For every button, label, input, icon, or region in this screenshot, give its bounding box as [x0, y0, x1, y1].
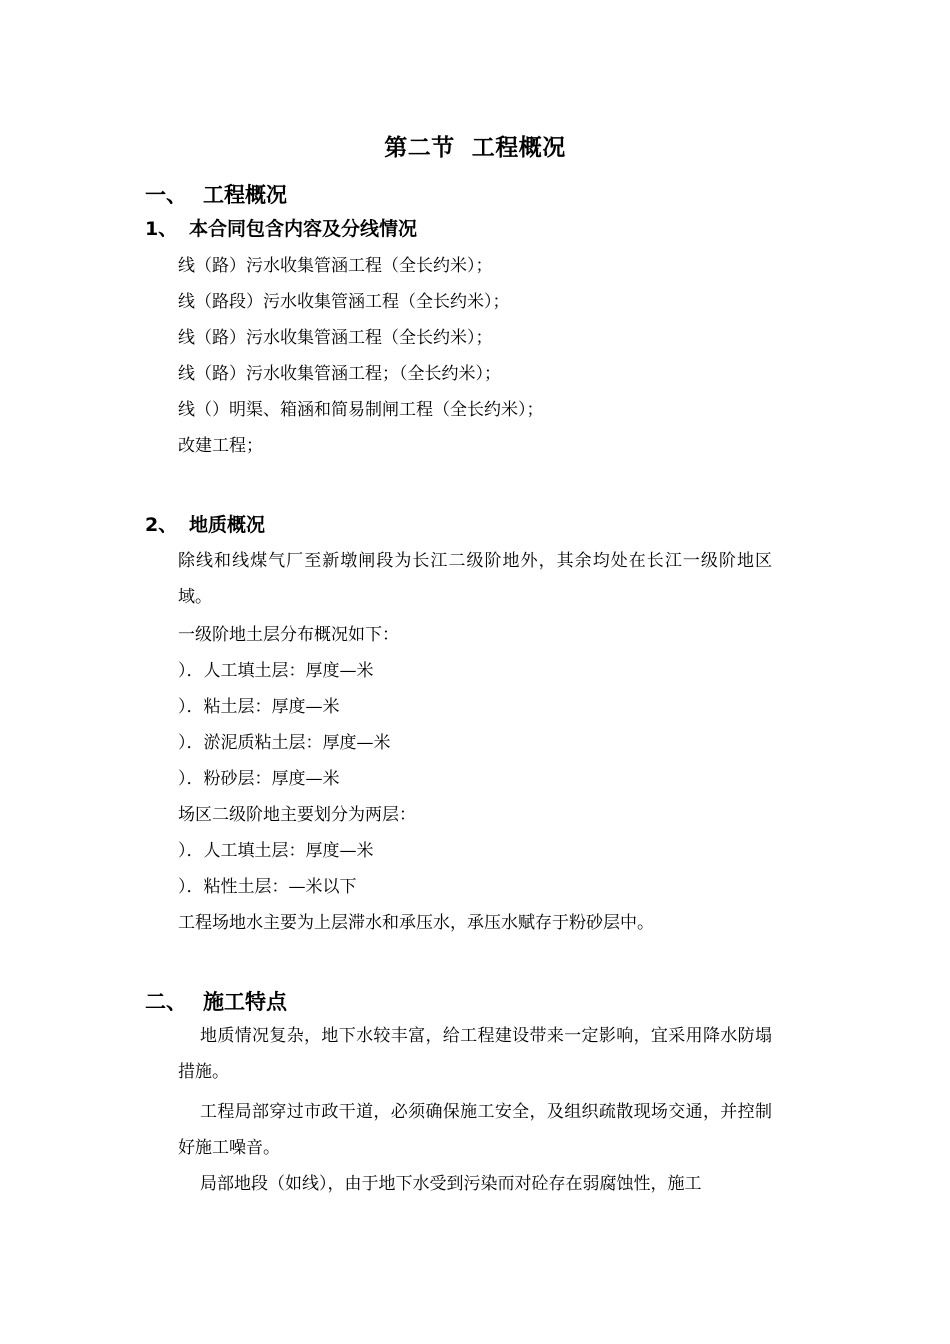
- subsection-heading-2: [145, 511, 265, 539]
- subsection-title: 本合同包含内容及分线情况: [189, 218, 418, 240]
- section-heading-1: [145, 180, 287, 210]
- list-line: 线（路）污水收集管涵工程（全长约米）；: [178, 256, 493, 276]
- section-number: 一、: [145, 183, 187, 207]
- list-line: ）．粘性土层：—米以下: [178, 877, 357, 897]
- list-line: 工程场地水主要为上层滞水和承压水，承压水赋存于粉砂层中。: [178, 913, 654, 933]
- list-line: 线（路段）污水收集管涵工程（全长约米）；: [178, 292, 510, 312]
- section-title: 施工特点: [203, 990, 287, 1014]
- paragraph: 工程局部穿过市政干道，必须确保施工安全，及组织疏散现场交通，并控制好施工噪音。: [178, 1102, 772, 1158]
- list-line: ）．淤泥质粘土层：厚度—米: [178, 733, 391, 753]
- paragraph: 地质情况复杂，地下水较丰富，给工程建设带来一定影响，宜采用降水防塌措施。: [178, 1026, 772, 1082]
- list-line: 一级阶地土层分布概况如下：: [178, 625, 399, 645]
- section-title: 工程概况: [203, 183, 287, 207]
- list-line: ）．人工填土层：厚度—米: [178, 661, 374, 681]
- list-line: ）．粉砂层：厚度—米: [178, 769, 340, 789]
- list-line: 场区二级阶地主要划分为两层：: [178, 805, 416, 825]
- list-line: 改建工程；: [178, 436, 263, 456]
- section-number: 二、: [145, 990, 187, 1014]
- subsection-heading-1: [145, 215, 417, 243]
- list-line: 线（）明渠、箱涵和简易制闸工程（全长约米）；: [178, 400, 544, 420]
- subsection-number: 2、: [145, 514, 178, 536]
- paragraph: 局部地段（如线），由于地下水受到污染而对砼存在弱腐蚀性，施工: [200, 1174, 702, 1194]
- list-line: ）．粘土层：厚度—米: [178, 697, 340, 717]
- subsection-title: 地质概况: [189, 514, 266, 536]
- list-line: 线（路）污水收集管涵工程（全长约米）；: [178, 328, 493, 348]
- subsection-number: 1、: [145, 218, 178, 240]
- page-title: 第二节 工程概况: [384, 135, 566, 161]
- list-line: ）．人工填土层：厚度—米: [178, 841, 374, 861]
- paragraph: 除线和线煤气厂至新墩闸段为长江二级阶地外，其余均处在长江一级阶地区域。: [178, 551, 772, 607]
- list-line: 线（路）污水收集管涵工程；（全长约米）；: [178, 364, 501, 384]
- section-heading-2: [145, 987, 287, 1017]
